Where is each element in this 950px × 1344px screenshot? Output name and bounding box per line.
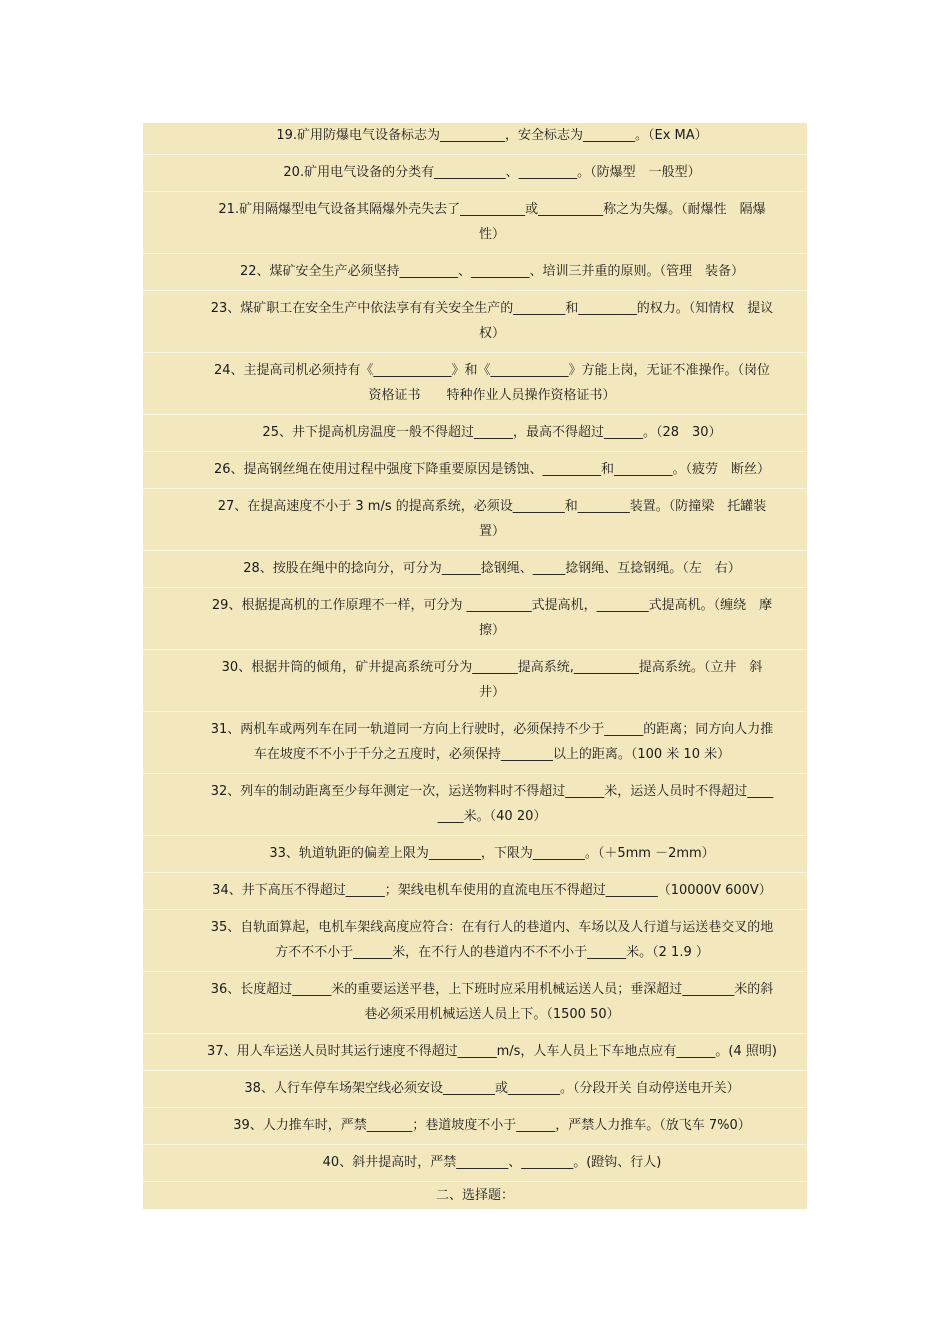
question-38-line-1: 38、人行车停车场架空线必须安设________或________。（分段开关 自动停送电开关） [244,1081,740,1096]
question-35-line-1: 35、自轨面算起，电机车架线高度应符合：在有行人的巷道内、车场以及人行道与运送巷交叉的地 [210,920,774,935]
divider [143,191,807,192]
question-23-line-2: 权） [478,326,505,341]
divider [143,290,807,291]
divider [143,1107,807,1108]
question-31-line-2: 车在坡度不不小于千分之五度时，必须保持________以上的距离。（100 米 10 米） [253,747,731,762]
question-26 [143,457,807,482]
question-26-line-1: 26、提高钢丝绳在使用过程中强度下降重要原因是锈蚀、_________和_________。（疲劳 断丝） [213,462,771,477]
question-33 [143,841,807,866]
question-30-line-2: 井） [478,685,505,700]
question-28-line-1: 28、按股在绳中的捻向分，可分为______捻钢绳、_____捻钢绳、互捻钢绳。（左 右） [243,561,741,576]
divider [143,872,807,873]
divider [143,711,807,712]
question-21 [143,197,807,247]
question-24-line-2: 资格证书 特种作业人员操作资格证书） [368,388,616,403]
question-34-line-1: 34、井下高压不得超过______；架线电机车使用的直流电压不得超过________（10000V 600V） [212,883,772,898]
question-23 [143,296,807,346]
question-29-line-1: 29、根据提高机的工作原理不一样，可分为 __________式提高机，________式提高机。（缠绕 摩 [211,598,773,613]
question-27-line-1: 27、在提高速度不小于 3 m/s 的提高系统，必须设________和________装置。（防撞梁 托罐装 [217,499,767,514]
divider [143,835,807,836]
question-25-line-1: 25、井下提高机房温度一般不得超过______，最高不得超过______。（28 30） [262,425,722,440]
divider [143,587,807,588]
question-28 [143,556,807,581]
question-35 [143,915,807,965]
divider [143,649,807,650]
question-34 [143,878,807,903]
question-19 [143,123,807,148]
question-37-line-1: 37、用人车运送人员时其运行速度不得超过______m/s，人车人员上下车地点应有______。(4 照明) [207,1044,777,1059]
question-29 [143,593,807,643]
question-29-line-2: 擦） [478,623,505,638]
question-39-line-1: 39、人力推车时，严禁_______；巷道坡度不小于______，严禁人力推车。（放飞车 7%0） [233,1118,751,1133]
question-35-line-2: 方不不不小于______米，在不行人的巷道内不不不小于______米。（2 1.9 ） [275,945,709,960]
question-36-line-2: 巷必须采用机械运送人员上下。（1500 50） [364,1007,620,1022]
divider [143,550,807,551]
question-27-line-2: 置） [478,524,505,539]
divider [143,488,807,489]
question-22-line-1: 22、煤矿安全生产必须坚持_________、_________、培训三并重的原则。（管理 装备） [239,264,745,279]
divider [143,1144,807,1145]
question-27 [143,494,807,544]
question-24 [143,358,807,408]
question-32-line-2: ____米。（40 20） [437,809,547,824]
divider [143,414,807,415]
question-21-line-1: 21.矿用隔爆型电气设备其隔爆外壳失去了__________或__________称之为失爆。（耐爆性 隔爆 [218,202,766,217]
question-31-line-1: 31、两机车或两列车在同一轨道同一方向上行驶时，必须保持不少于______的距离；同方向人力推 [210,722,774,737]
question-20 [143,160,807,185]
divider [143,773,807,774]
question-33-line-1: 33、轨道轨距的偏差上限为________，下限为________。（＋5mm －2mm） [269,846,715,861]
divider [143,1070,807,1071]
question-30-line-1: 30、根据井筒的倾角，矿井提高系统可分为_______提高系统,__________提高系统。（立井 斜 [221,660,763,675]
question-38 [143,1076,807,1101]
question-30 [143,655,807,705]
question-32-line-1: 32、列车的制动距离至少每年测定一次，运送物料时不得超过______米，运送人员时不得超过____ [210,784,774,799]
document-panel [143,123,807,1209]
question-37 [143,1039,807,1064]
divider [143,909,807,910]
section-title: 二、选择题： [435,1188,514,1203]
question-20-line-1: 20.矿用电气设备的分类有___________、_________。（防爆型 一般型） [283,165,701,180]
divider [143,451,807,452]
question-22 [143,259,807,284]
question-23-line-1: 23、煤矿职工在安全生产中依法享有有关安全生产的________和_________的权力。（知情权 提议 [210,301,774,316]
question-40 [143,1150,807,1175]
divider [143,154,807,155]
question-36 [143,977,807,1027]
question-24-line-1: 24、主提高司机必须持有《____________》和《____________》方能上岗，无证不准操作。（岗位 [213,363,771,378]
question-40-line-1: 40、斜井提高时，严禁________、________。(蹬钩、行人) [322,1155,662,1170]
question-32 [143,779,807,829]
divider [143,253,807,254]
question-36-line-1: 36、长度超过______米的重要运送平巷，上下班时应采用机械运送人员；垂深超过________米的斜 [210,982,774,997]
divider [143,1181,807,1182]
question-25 [143,420,807,445]
divider [143,352,807,353]
divider [143,971,807,972]
question-31 [143,717,807,767]
question-21-line-2: 性） [478,227,505,242]
divider [143,1033,807,1034]
question-39 [143,1113,807,1138]
question-19-line-1: 19.矿用防爆电气设备标志为__________，安全标志为________。（Ex MA） [276,128,708,143]
